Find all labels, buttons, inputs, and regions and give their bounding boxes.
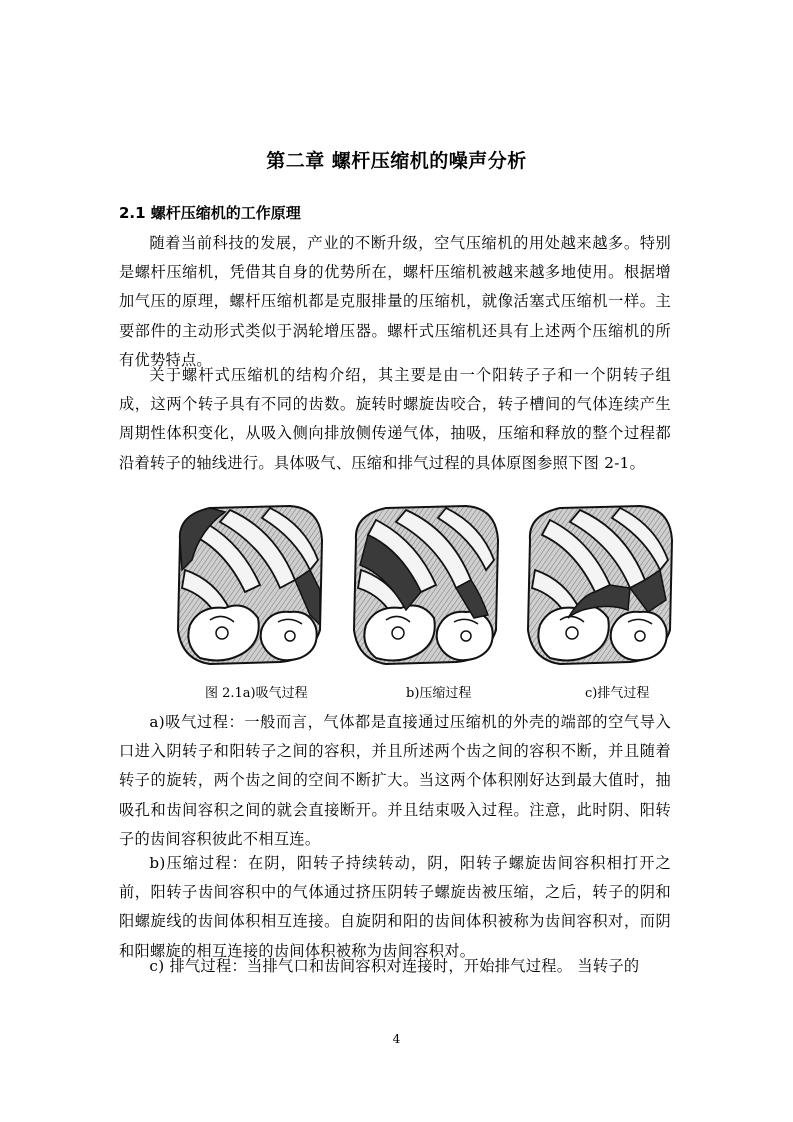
paragraph-structure: 关于螺杆式压缩机的结构介绍，其主要是由一个阳转子子和一个阴转子组成，这两个转子具有不同的齿数。旋转时螺旋齿咬合，转子槽间的气体连续产生周期性体积变化，从吸入侧向排放侧传递气体，抽吸，压缩和释放的整个过程都沿着转子的轴线进行。具体吸气、压缩和排气过程的具体原图参照下图 2-1。 (119, 366, 671, 472)
rotor-diagram-compression (354, 506, 498, 664)
rotor-diagram-suction (178, 506, 322, 664)
paragraph-suction: a)吸气过程：一般而言，气体都是直接通过压缩机的外壳的端部的空气导入口进入阴转子和阳转子之间的容积，并且所述两个齿之间的容积不断，并且随着转子的旋转，两个齿之间的空间不断扩大。当这两个体积刚好达到最大值时，抽吸孔和齿间容积之间的就会直接断开。并且结束吸入过程。注意，此时阴、阳转子的齿间容积彼此不相互连。 (119, 713, 671, 848)
paragraph-discharge: c) 排气过程：当排气口和齿间容积对连接时，开始排气过程。 当转子的 (149, 957, 640, 975)
figure-rotor-process (170, 496, 674, 668)
paragraph-intro: 随着当前科技的发展，产业的不断升级，空气压缩机的用处越来越多。特别是螺杆压缩机，凭借其自身的优势所在，螺杆压缩机被越来越多地使用。根据增加气压的原理，螺杆压缩机都是克服排量的压缩机，就像活塞式压缩机一样。主要部件的主动形式类似于涡轮增压器。螺杆式压缩机还具有上述两个压缩机的所有优势特点。 (119, 234, 671, 369)
paragraph-compression: b)压缩过程：在阴，阳转子持续转动，阴，阳转子螺旋齿间容积相打开之前，阳转子齿间容积中的气体通过挤压阴转子螺旋齿被压缩，之后，转子的阴和阳螺旋线的齿间体积相互连接。自旋阴和阳的齿间体积被称为齿间容积对，而阴和阳螺旋的相互连接的齿间体积被称为齿间容积对。 (119, 854, 671, 960)
figure-caption-discharge: c)排气过程 (585, 686, 650, 701)
figure-caption-suction: 图 2.1a)吸气过程 (205, 686, 308, 701)
figure-caption-compression: b)压缩过程 (406, 686, 472, 701)
rotor-diagram-discharge (528, 506, 672, 664)
section-heading: 2.1 螺杆压缩机的工作原理 (119, 204, 301, 222)
chapter-title: 第二章 螺杆压缩机的噪声分析 (266, 150, 527, 172)
page-number: 4 (392, 1032, 401, 1046)
